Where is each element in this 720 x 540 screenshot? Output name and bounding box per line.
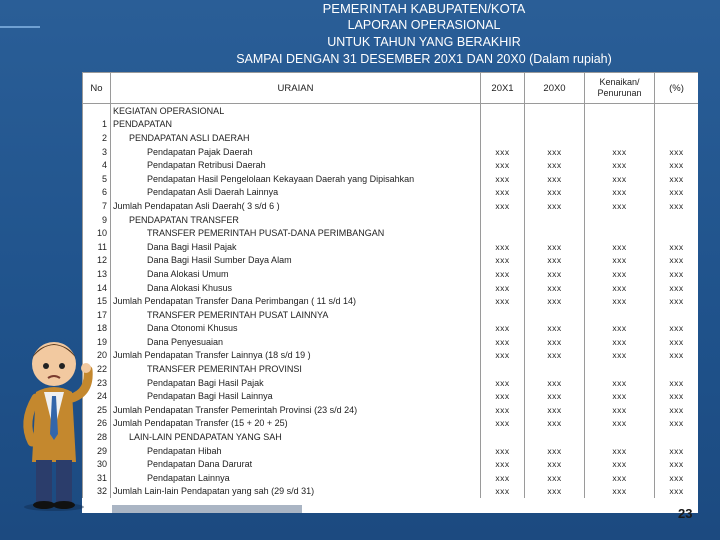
row-number: 28	[83, 430, 111, 444]
report-title	[150, 0, 698, 68]
value-percent: xxx	[655, 403, 699, 417]
header-20x0: 20X0	[525, 73, 585, 104]
value-percent	[655, 131, 699, 145]
row-number: 30	[83, 457, 111, 471]
value-change	[585, 131, 655, 145]
value-20x0: xxx	[525, 349, 585, 363]
value-20x1: xxx	[481, 322, 525, 336]
cut-off-row	[112, 505, 302, 513]
value-change: xxx	[585, 417, 655, 431]
row-description: Pendapatan Hibah	[111, 444, 481, 458]
value-20x0: xxx	[525, 294, 585, 308]
value-change: xxx	[585, 145, 655, 159]
row-number: 26	[83, 417, 111, 431]
table-row	[83, 240, 699, 254]
row-description: TRANSFER PEMERINTAH PUSAT LAINNYA	[111, 308, 481, 322]
row-description: Jumlah Lain-lain Pendapatan yang sah (29 s/d 31)	[111, 485, 481, 499]
value-change: xxx	[585, 457, 655, 471]
value-change	[585, 118, 655, 132]
value-20x1: xxx	[481, 145, 525, 159]
table-row	[83, 362, 699, 376]
header-uraian: URAIAN	[111, 73, 481, 104]
row-description: Pendapatan Bagi Hasil Pajak	[111, 376, 481, 390]
row-description: Dana Alokasi Khusus	[111, 281, 481, 295]
value-20x0: xxx	[525, 281, 585, 295]
table-row	[83, 444, 699, 458]
value-20x0: xxx	[525, 145, 585, 159]
header-change	[585, 73, 655, 104]
value-percent: xxx	[655, 267, 699, 281]
table-row	[83, 145, 699, 159]
value-change	[585, 430, 655, 444]
value-20x1: xxx	[481, 376, 525, 390]
value-20x1	[481, 213, 525, 227]
row-description: Pendapatan Retribusi Daerah	[111, 158, 481, 172]
row-description: PENDAPATAN TRANSFER	[111, 213, 481, 227]
row-number: 3	[83, 145, 111, 159]
table-row	[83, 254, 699, 268]
page-number: 23	[678, 506, 693, 521]
row-number	[83, 104, 111, 118]
value-change: xxx	[585, 240, 655, 254]
value-20x1: xxx	[481, 172, 525, 186]
title-line-2: LAPORAN OPERASIONAL	[347, 18, 501, 32]
value-change: xxx	[585, 199, 655, 213]
value-percent: xxx	[655, 335, 699, 349]
accent-line	[0, 26, 40, 28]
row-number: 22	[83, 362, 111, 376]
row-number: 15	[83, 294, 111, 308]
row-number: 13	[83, 267, 111, 281]
value-20x1: xxx	[481, 403, 525, 417]
table-row	[83, 335, 699, 349]
row-description: TRANSFER PEMERINTAH PROVINSI	[111, 362, 481, 376]
value-20x1	[481, 118, 525, 132]
table-row	[83, 104, 699, 118]
value-change: xxx	[585, 471, 655, 485]
value-percent: xxx	[655, 349, 699, 363]
value-20x1: xxx	[481, 240, 525, 254]
value-20x1	[481, 362, 525, 376]
value-change: xxx	[585, 389, 655, 403]
value-change	[585, 213, 655, 227]
value-20x0: xxx	[525, 457, 585, 471]
value-20x0	[525, 308, 585, 322]
value-20x0: xxx	[525, 485, 585, 499]
value-percent: xxx	[655, 172, 699, 186]
value-change: xxx	[585, 281, 655, 295]
table-row	[83, 457, 699, 471]
value-20x0: xxx	[525, 172, 585, 186]
value-20x1: xxx	[481, 457, 525, 471]
row-description: Dana Penyesuaian	[111, 335, 481, 349]
value-20x1: xxx	[481, 485, 525, 499]
value-20x1	[481, 104, 525, 118]
value-20x0	[525, 131, 585, 145]
value-20x0: xxx	[525, 335, 585, 349]
row-number: 23	[83, 376, 111, 390]
table-row	[83, 430, 699, 444]
value-change: xxx	[585, 335, 655, 349]
row-description: LAIN-LAIN PENDAPATAN YANG SAH	[111, 430, 481, 444]
value-20x0: xxx	[525, 158, 585, 172]
value-percent: xxx	[655, 376, 699, 390]
value-percent: xxx	[655, 444, 699, 458]
value-20x1: xxx	[481, 267, 525, 281]
row-number: 31	[83, 471, 111, 485]
value-20x0: xxx	[525, 471, 585, 485]
row-number: 25	[83, 403, 111, 417]
row-number: 24	[83, 389, 111, 403]
value-20x0: xxx	[525, 403, 585, 417]
row-number: 17	[83, 308, 111, 322]
value-percent	[655, 226, 699, 240]
value-20x1: xxx	[481, 281, 525, 295]
value-20x0: xxx	[525, 376, 585, 390]
value-percent: xxx	[655, 471, 699, 485]
value-change	[585, 226, 655, 240]
value-percent: xxx	[655, 485, 699, 499]
value-change: xxx	[585, 349, 655, 363]
row-number: 5	[83, 172, 111, 186]
title-line-1: PEMERINTAH KABUPATEN/KOTA	[322, 1, 526, 16]
row-description: Pendapatan Pajak Daerah	[111, 145, 481, 159]
row-description: Pendapatan Dana Darurat	[111, 457, 481, 471]
value-20x0: xxx	[525, 254, 585, 268]
table-row	[83, 308, 699, 322]
value-20x0: xxx	[525, 444, 585, 458]
value-20x1: xxx	[481, 471, 525, 485]
value-change	[585, 362, 655, 376]
row-description: Jumlah Pendapatan Transfer Pemerintah Provinsi (23 s/d 24)	[111, 403, 481, 417]
row-description: Jumlah Pendapatan Transfer Lainnya (18 s/d 19 )	[111, 349, 481, 363]
value-percent: xxx	[655, 254, 699, 268]
row-description: Pendapatan Hasil Pengelolaan Kekayaan Daerah yang Dipisahkan	[111, 172, 481, 186]
value-20x0: xxx	[525, 240, 585, 254]
value-20x1: xxx	[481, 389, 525, 403]
table-header	[83, 73, 699, 104]
value-change: xxx	[585, 254, 655, 268]
row-description: Jumlah Pendapatan Asli Daerah( 3 s/d 6 )	[111, 199, 481, 213]
value-percent: xxx	[655, 145, 699, 159]
value-percent: xxx	[655, 240, 699, 254]
value-percent	[655, 430, 699, 444]
value-percent: xxx	[655, 389, 699, 403]
value-percent: xxx	[655, 186, 699, 200]
value-20x0	[525, 362, 585, 376]
value-change: xxx	[585, 172, 655, 186]
row-description: Dana Alokasi Umum	[111, 267, 481, 281]
value-20x0	[525, 213, 585, 227]
row-description: PENDAPATAN ASLI DAERAH	[111, 131, 481, 145]
row-number: 2	[83, 131, 111, 145]
table-row	[83, 267, 699, 281]
table-row	[83, 485, 699, 499]
value-20x0: xxx	[525, 267, 585, 281]
value-change	[585, 308, 655, 322]
row-number: 18	[83, 322, 111, 336]
table-row	[83, 158, 699, 172]
value-20x1: xxx	[481, 199, 525, 213]
table-row	[83, 322, 699, 336]
value-20x1	[481, 226, 525, 240]
row-number: 4	[83, 158, 111, 172]
row-number: 7	[83, 199, 111, 213]
table-row	[83, 294, 699, 308]
title-line-3: UNTUK TAHUN YANG BERAKHIR	[327, 35, 521, 49]
value-change: xxx	[585, 444, 655, 458]
value-20x1: xxx	[481, 349, 525, 363]
report-sheet	[82, 72, 698, 513]
value-20x1: xxx	[481, 158, 525, 172]
value-20x1	[481, 131, 525, 145]
value-20x0: xxx	[525, 389, 585, 403]
row-description: Dana Bagi Hasil Pajak	[111, 240, 481, 254]
value-change: xxx	[585, 294, 655, 308]
title-line-4: SAMPAI DENGAN 31 DESEMBER 20X1 DAN 20X0 (Dalam rupiah)	[236, 52, 612, 66]
table-row	[83, 118, 699, 132]
value-change: xxx	[585, 403, 655, 417]
row-description: Jumlah Pendapatan Transfer (15 + 20 + 25)	[111, 417, 481, 431]
value-percent	[655, 213, 699, 227]
value-change	[585, 104, 655, 118]
value-20x0	[525, 430, 585, 444]
table-row	[83, 403, 699, 417]
row-description: Jumlah Pendapatan Transfer Dana Perimbangan ( 11 s/d 14)	[111, 294, 481, 308]
value-20x1: xxx	[481, 186, 525, 200]
value-20x0: xxx	[525, 186, 585, 200]
value-20x1: xxx	[481, 294, 525, 308]
thinking-man-clipart	[14, 322, 94, 512]
value-change: xxx	[585, 186, 655, 200]
row-number: 19	[83, 335, 111, 349]
table-row	[83, 389, 699, 403]
value-20x1: xxx	[481, 417, 525, 431]
row-description: TRANSFER PEMERINTAH PUSAT-DANA PERIMBANGAN	[111, 226, 481, 240]
value-change: xxx	[585, 322, 655, 336]
value-percent: xxx	[655, 199, 699, 213]
value-change: xxx	[585, 158, 655, 172]
table-row	[83, 349, 699, 363]
row-number: 1	[83, 118, 111, 132]
header-no: No	[83, 73, 111, 104]
row-description: KEGIATAN OPERASIONAL	[111, 104, 481, 118]
value-percent	[655, 118, 699, 132]
value-20x1: xxx	[481, 444, 525, 458]
value-20x0	[525, 118, 585, 132]
value-percent	[655, 362, 699, 376]
row-description: Pendapatan Lainnya	[111, 471, 481, 485]
row-description: Pendapatan Asli Daerah Lainnya	[111, 186, 481, 200]
value-change: xxx	[585, 376, 655, 390]
table-row	[83, 199, 699, 213]
value-20x0	[525, 104, 585, 118]
row-number: 10	[83, 226, 111, 240]
row-number: 9	[83, 213, 111, 227]
row-number: 12	[83, 254, 111, 268]
table-row	[83, 131, 699, 145]
row-number: 20	[83, 349, 111, 363]
row-description: Pendapatan Bagi Hasil Lainnya	[111, 389, 481, 403]
row-number: 6	[83, 186, 111, 200]
value-20x0: xxx	[525, 199, 585, 213]
header-change-line-2: Penurunan	[597, 88, 642, 98]
value-percent: xxx	[655, 417, 699, 431]
row-number: 32	[83, 485, 111, 499]
value-percent: xxx	[655, 322, 699, 336]
table-row	[83, 226, 699, 240]
value-20x1	[481, 308, 525, 322]
table-row	[83, 471, 699, 485]
row-number: 11	[83, 240, 111, 254]
value-percent: xxx	[655, 158, 699, 172]
header-20x1: 20X1	[481, 73, 525, 104]
value-change: xxx	[585, 267, 655, 281]
row-number: 29	[83, 444, 111, 458]
value-20x1	[481, 430, 525, 444]
value-percent: xxx	[655, 457, 699, 471]
operational-report-table	[82, 72, 698, 498]
value-20x1: xxx	[481, 254, 525, 268]
value-20x0: xxx	[525, 322, 585, 336]
table-row	[83, 172, 699, 186]
value-percent	[655, 104, 699, 118]
table-row	[83, 213, 699, 227]
value-percent	[655, 308, 699, 322]
value-change: xxx	[585, 485, 655, 499]
row-number: 14	[83, 281, 111, 295]
header-change-line-1: Kenaikan/	[599, 77, 640, 87]
value-percent: xxx	[655, 281, 699, 295]
row-description: PENDAPATAN	[111, 118, 481, 132]
row-description: Dana Otonomi Khusus	[111, 322, 481, 336]
table-row	[83, 281, 699, 295]
row-description: Dana Bagi Hasil Sumber Daya Alam	[111, 254, 481, 268]
table-row	[83, 417, 699, 431]
table-row	[83, 186, 699, 200]
value-20x1: xxx	[481, 335, 525, 349]
value-20x0	[525, 226, 585, 240]
value-20x0: xxx	[525, 417, 585, 431]
table-row	[83, 376, 699, 390]
header-percent: (%)	[655, 73, 699, 104]
value-percent: xxx	[655, 294, 699, 308]
